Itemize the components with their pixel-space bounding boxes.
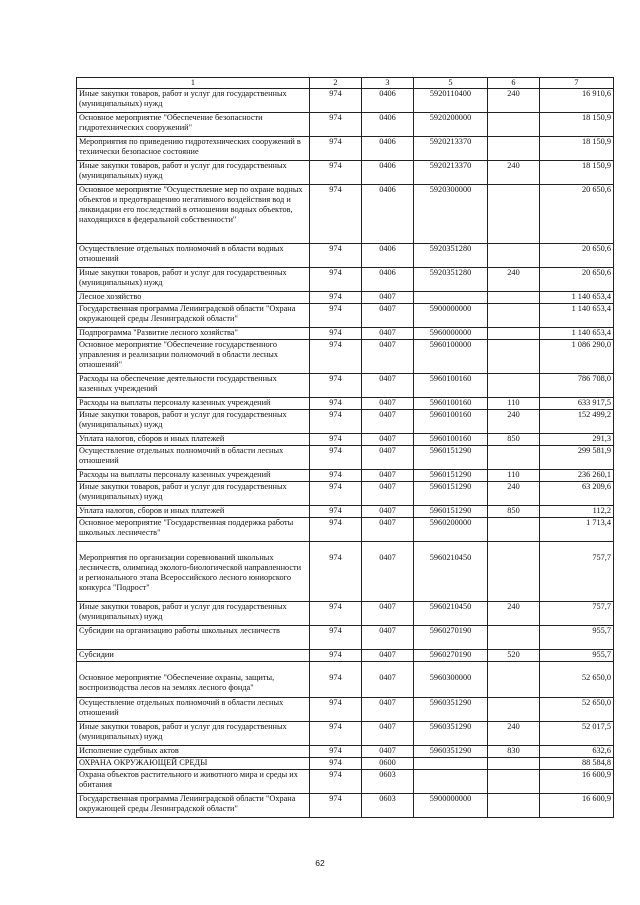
table-row <box>77 746 614 758</box>
admin-code-cell: 974 <box>310 794 362 818</box>
admin-code-cell: 974 <box>310 185 362 244</box>
section-code-cell: 0603 <box>362 770 414 794</box>
budget-table <box>76 77 614 818</box>
admin-code-cell: 974 <box>310 410 362 434</box>
section-code-cell: 0406 <box>362 244 414 268</box>
target-article-cell: 5960270190 <box>414 626 488 650</box>
table-row <box>77 662 614 698</box>
target-article-cell: 5960210450 <box>414 542 488 602</box>
expense-type-cell: 520 <box>488 650 540 662</box>
target-article-cell: 5960200000 <box>414 518 488 542</box>
expense-type-cell: 850 <box>488 434 540 446</box>
target-article-cell: 5920351280 <box>414 268 488 292</box>
target-article-cell <box>414 758 488 770</box>
expense-type-cell: 110 <box>488 470 540 482</box>
header-col-2: 2 <box>310 78 362 89</box>
row-name-cell: Иные закупки товаров, работ и услуг для государственных (муниципальных) нужд <box>77 482 310 506</box>
section-code-cell: 0600 <box>362 758 414 770</box>
admin-code-cell: 974 <box>310 482 362 506</box>
section-code-cell: 0407 <box>362 340 414 374</box>
amount-cell: 20 650,6 <box>540 185 614 244</box>
row-name-cell: Иные закупки товаров, работ и услуг для государственных (муниципальных) нужд <box>77 268 310 292</box>
header-col-1: 1 <box>77 78 310 89</box>
row-name-cell: Мероприятия по организации соревнований школьных лесничеств, олимпиад эколого-биологической направленности и регионального этапа Всероссийского лесного юниорского конкурса "Подрост" <box>77 542 310 602</box>
admin-code-cell: 974 <box>310 398 362 410</box>
table-row <box>77 506 614 518</box>
amount-cell: 757,7 <box>540 542 614 602</box>
row-name-cell: Субсидии на организацию работы школьных лесничеств <box>77 626 310 650</box>
table-row <box>77 722 614 746</box>
section-code-cell: 0406 <box>362 185 414 244</box>
admin-code-cell: 974 <box>310 292 362 304</box>
section-code-cell: 0603 <box>362 794 414 818</box>
target-article-cell: 5960100160 <box>414 434 488 446</box>
amount-cell: 1 086 290,0 <box>540 340 614 374</box>
target-article-cell: 5960100160 <box>414 410 488 434</box>
section-code-cell: 0406 <box>362 89 414 113</box>
admin-code-cell: 974 <box>310 770 362 794</box>
section-code-cell: 0406 <box>362 161 414 185</box>
expense-type-cell <box>488 374 540 398</box>
section-code-cell: 0406 <box>362 268 414 292</box>
table-row <box>77 470 614 482</box>
section-code-cell: 0407 <box>362 698 414 722</box>
amount-cell: 757,7 <box>540 602 614 626</box>
row-name-cell: Расходы на выплаты персоналу казенных учреждений <box>77 470 310 482</box>
table-row <box>77 650 614 662</box>
page-number: 62 <box>315 858 325 868</box>
admin-code-cell: 974 <box>310 722 362 746</box>
row-name-cell: Уплата налогов, сборов и иных платежей <box>77 506 310 518</box>
amount-cell: 1 140 653,4 <box>540 292 614 304</box>
target-article-cell: 5920213370 <box>414 137 488 161</box>
section-code-cell: 0406 <box>362 137 414 161</box>
amount-cell: 1 140 653,4 <box>540 328 614 340</box>
row-name-cell: Подпрограмма "Развитие лесного хозяйства" <box>77 328 310 340</box>
table-row <box>77 482 614 506</box>
target-article-cell: 5960300000 <box>414 662 488 698</box>
target-article-cell: 5960151290 <box>414 506 488 518</box>
row-name-cell: Иные закупки товаров, работ и услуг для государственных (муниципальных) нужд <box>77 89 310 113</box>
target-article-cell: 5920200000 <box>414 113 488 137</box>
expense-type-cell <box>488 662 540 698</box>
table-row <box>77 542 614 602</box>
row-name-cell: Основное мероприятие "Государственная поддержка работы школьных лесничеств" <box>77 518 310 542</box>
target-article-cell: 5900000000 <box>414 304 488 328</box>
section-code-cell: 0407 <box>362 398 414 410</box>
row-name-cell: Основное мероприятие "Осуществление мер по охране водных объектов и предотвращению негативного воздействия вод и ликвидации его последствий в отношении водных объектов, находящихся в федеральной собственности" <box>77 185 310 244</box>
row-name-cell: Основное мероприятие "Обеспечение безопасности гидротехнических сооружений" <box>77 113 310 137</box>
target-article-cell: 5920300000 <box>414 185 488 244</box>
expense-type-cell: 240 <box>488 268 540 292</box>
table-row <box>77 113 614 137</box>
target-article-cell <box>414 770 488 794</box>
amount-cell: 63 209,6 <box>540 482 614 506</box>
expense-type-cell <box>488 292 540 304</box>
admin-code-cell: 974 <box>310 758 362 770</box>
admin-code-cell: 974 <box>310 662 362 698</box>
row-name-cell: Охрана объектов растительного и животного мира и среды их обитания <box>77 770 310 794</box>
amount-cell: 1 140 653,4 <box>540 304 614 328</box>
section-code-cell: 0407 <box>362 518 414 542</box>
row-name-cell: Уплата налогов, сборов и иных платежей <box>77 434 310 446</box>
section-code-cell: 0406 <box>362 113 414 137</box>
expense-type-cell <box>488 113 540 137</box>
expense-type-cell <box>488 244 540 268</box>
row-name-cell: Осуществление отдельных полномочий в области лесных отношений <box>77 698 310 722</box>
row-name-cell: Государственная программа Ленинградской области "Охрана окружающей среды Ленинградской области" <box>77 304 310 328</box>
admin-code-cell: 974 <box>310 113 362 137</box>
expense-type-cell <box>488 518 540 542</box>
row-name-cell: Осуществление отдельных полномочий в области водных отношений <box>77 244 310 268</box>
section-code-cell: 0407 <box>362 434 414 446</box>
target-article-cell: 5920213370 <box>414 161 488 185</box>
section-code-cell: 0407 <box>362 746 414 758</box>
row-name-cell: Расходы на обеспечение деятельности государственных казенных учреждений <box>77 374 310 398</box>
expense-type-cell: 850 <box>488 506 540 518</box>
amount-cell: 1 713,4 <box>540 518 614 542</box>
section-code-cell: 0407 <box>362 328 414 340</box>
section-code-cell: 0407 <box>362 722 414 746</box>
amount-cell: 291,3 <box>540 434 614 446</box>
amount-cell: 20 650,6 <box>540 268 614 292</box>
row-name-cell: ОХРАНА ОКРУЖАЮЩЕЙ СРЕДЫ <box>77 758 310 770</box>
target-article-cell: 5960100160 <box>414 398 488 410</box>
amount-cell: 632,6 <box>540 746 614 758</box>
amount-cell: 955,7 <box>540 650 614 662</box>
header-col-6: 6 <box>488 78 540 89</box>
amount-cell: 88 584,8 <box>540 758 614 770</box>
target-article-cell: 5960000000 <box>414 328 488 340</box>
header-col-3: 3 <box>362 78 414 89</box>
target-article-cell: 5960351290 <box>414 722 488 746</box>
table-body <box>77 89 614 818</box>
admin-code-cell: 974 <box>310 446 362 470</box>
expense-type-cell: 240 <box>488 161 540 185</box>
expense-type-cell: 240 <box>488 89 540 113</box>
admin-code-cell: 974 <box>310 470 362 482</box>
row-name-cell: Иные закупки товаров, работ и услуг для государственных (муниципальных) нужд <box>77 410 310 434</box>
admin-code-cell: 974 <box>310 650 362 662</box>
expense-type-cell <box>488 542 540 602</box>
table-row <box>77 626 614 650</box>
amount-cell: 16 600,9 <box>540 794 614 818</box>
admin-code-cell: 974 <box>310 626 362 650</box>
expense-type-cell <box>488 137 540 161</box>
table-row <box>77 374 614 398</box>
admin-code-cell: 974 <box>310 602 362 626</box>
admin-code-cell: 974 <box>310 304 362 328</box>
section-code-cell: 0407 <box>362 482 414 506</box>
target-article-cell: 5960100000 <box>414 340 488 374</box>
row-name-cell: Исполнение судебных актов <box>77 746 310 758</box>
section-code-cell: 0407 <box>362 602 414 626</box>
expense-type-cell: 110 <box>488 398 540 410</box>
header-col-7: 7 <box>540 78 614 89</box>
expense-type-cell <box>488 328 540 340</box>
table-row <box>77 794 614 818</box>
table-row <box>77 89 614 113</box>
section-code-cell: 0407 <box>362 542 414 602</box>
table-row <box>77 446 614 470</box>
admin-code-cell: 974 <box>310 89 362 113</box>
target-article-cell: 5960210450 <box>414 602 488 626</box>
table-row <box>77 161 614 185</box>
expense-type-cell: 240 <box>488 410 540 434</box>
expense-type-cell <box>488 794 540 818</box>
table-row <box>77 602 614 626</box>
target-article-cell: 5900000000 <box>414 794 488 818</box>
expense-type-cell <box>488 446 540 470</box>
admin-code-cell: 974 <box>310 506 362 518</box>
expense-type-cell: 240 <box>488 722 540 746</box>
admin-code-cell: 974 <box>310 268 362 292</box>
table-row <box>77 185 614 244</box>
admin-code-cell: 974 <box>310 518 362 542</box>
expense-type-cell <box>488 626 540 650</box>
amount-cell: 18 150,9 <box>540 137 614 161</box>
expense-type-cell <box>488 758 540 770</box>
table-row <box>77 410 614 434</box>
amount-cell: 786 708,0 <box>540 374 614 398</box>
admin-code-cell: 974 <box>310 340 362 374</box>
table-row <box>77 758 614 770</box>
section-code-cell: 0407 <box>362 304 414 328</box>
admin-code-cell: 974 <box>310 137 362 161</box>
row-name-cell: Иные закупки товаров, работ и услуг для государственных (муниципальных) нужд <box>77 722 310 746</box>
expense-type-cell: 240 <box>488 482 540 506</box>
table-row <box>77 292 614 304</box>
row-name-cell: Расходы на выплаты персоналу казенных учреждений <box>77 398 310 410</box>
expense-type-cell <box>488 698 540 722</box>
amount-cell: 52 017,5 <box>540 722 614 746</box>
amount-cell: 52 650,0 <box>540 662 614 698</box>
row-name-cell: Основное мероприятие "Обеспечение охраны, защиты, воспроизводства лесов на землях лесного фонда" <box>77 662 310 698</box>
amount-cell: 152 499,2 <box>540 410 614 434</box>
section-code-cell: 0407 <box>362 470 414 482</box>
target-article-cell: 5960351290 <box>414 746 488 758</box>
amount-cell: 112,2 <box>540 506 614 518</box>
row-name-cell: Мероприятия по приведению гидротехнических сооружений в технически безопасное состояние <box>77 137 310 161</box>
table-row <box>77 434 614 446</box>
expense-type-cell <box>488 340 540 374</box>
row-name-cell: Лесное хозяйство <box>77 292 310 304</box>
target-article-cell: 5920351280 <box>414 244 488 268</box>
expense-type-cell: 830 <box>488 746 540 758</box>
target-article-cell: 5960100160 <box>414 374 488 398</box>
row-name-cell: Основное мероприятие "Обеспечение государственного управления и реализации полномочий в области лесных отношений" <box>77 340 310 374</box>
admin-code-cell: 974 <box>310 244 362 268</box>
admin-code-cell: 974 <box>310 746 362 758</box>
target-article-cell: 5920110400 <box>414 89 488 113</box>
admin-code-cell: 974 <box>310 434 362 446</box>
table-row <box>77 398 614 410</box>
table-row <box>77 698 614 722</box>
target-article-cell: 5960151290 <box>414 446 488 470</box>
admin-code-cell: 974 <box>310 161 362 185</box>
table-row <box>77 304 614 328</box>
table-row <box>77 770 614 794</box>
target-article-cell: 5960151290 <box>414 482 488 506</box>
amount-cell: 18 150,9 <box>540 113 614 137</box>
table-row <box>77 268 614 292</box>
section-code-cell: 0407 <box>362 626 414 650</box>
table-row <box>77 340 614 374</box>
header-col-5: 5 <box>414 78 488 89</box>
section-code-cell: 0407 <box>362 410 414 434</box>
section-code-cell: 0407 <box>362 292 414 304</box>
table-row <box>77 328 614 340</box>
expense-type-cell <box>488 185 540 244</box>
table-row <box>77 137 614 161</box>
target-article-cell: 5960351290 <box>414 698 488 722</box>
section-code-cell: 0407 <box>362 662 414 698</box>
admin-code-cell: 974 <box>310 698 362 722</box>
expense-type-cell <box>488 770 540 794</box>
table-row <box>77 244 614 268</box>
header-row <box>77 78 614 89</box>
row-name-cell: Субсидии <box>77 650 310 662</box>
section-code-cell: 0407 <box>362 374 414 398</box>
expense-type-cell: 240 <box>488 602 540 626</box>
amount-cell: 955,7 <box>540 626 614 650</box>
admin-code-cell: 974 <box>310 328 362 340</box>
target-article-cell <box>414 292 488 304</box>
amount-cell: 18 150,9 <box>540 161 614 185</box>
amount-cell: 236 260,1 <box>540 470 614 482</box>
section-code-cell: 0407 <box>362 506 414 518</box>
admin-code-cell: 974 <box>310 374 362 398</box>
row-name-cell: Осуществление отдельных полномочий в области лесных отношений <box>77 446 310 470</box>
row-name-cell: Иные закупки товаров, работ и услуг для государственных (муниципальных) нужд <box>77 161 310 185</box>
amount-cell: 16 910,6 <box>540 89 614 113</box>
row-name-cell: Иные закупки товаров, работ и услуг для государственных (муниципальных) нужд <box>77 602 310 626</box>
section-code-cell: 0407 <box>362 446 414 470</box>
amount-cell: 16 600,9 <box>540 770 614 794</box>
table-row <box>77 518 614 542</box>
target-article-cell: 5960270190 <box>414 650 488 662</box>
section-code-cell: 0407 <box>362 650 414 662</box>
row-name-cell: Государственная программа Ленинградской области "Охрана окружающей среды Ленинградской области" <box>77 794 310 818</box>
target-article-cell: 5960151290 <box>414 470 488 482</box>
expense-type-cell <box>488 304 540 328</box>
admin-code-cell: 974 <box>310 542 362 602</box>
amount-cell: 299 581,9 <box>540 446 614 470</box>
amount-cell: 633 917,5 <box>540 398 614 410</box>
amount-cell: 52 650,0 <box>540 698 614 722</box>
amount-cell: 20 650,6 <box>540 244 614 268</box>
